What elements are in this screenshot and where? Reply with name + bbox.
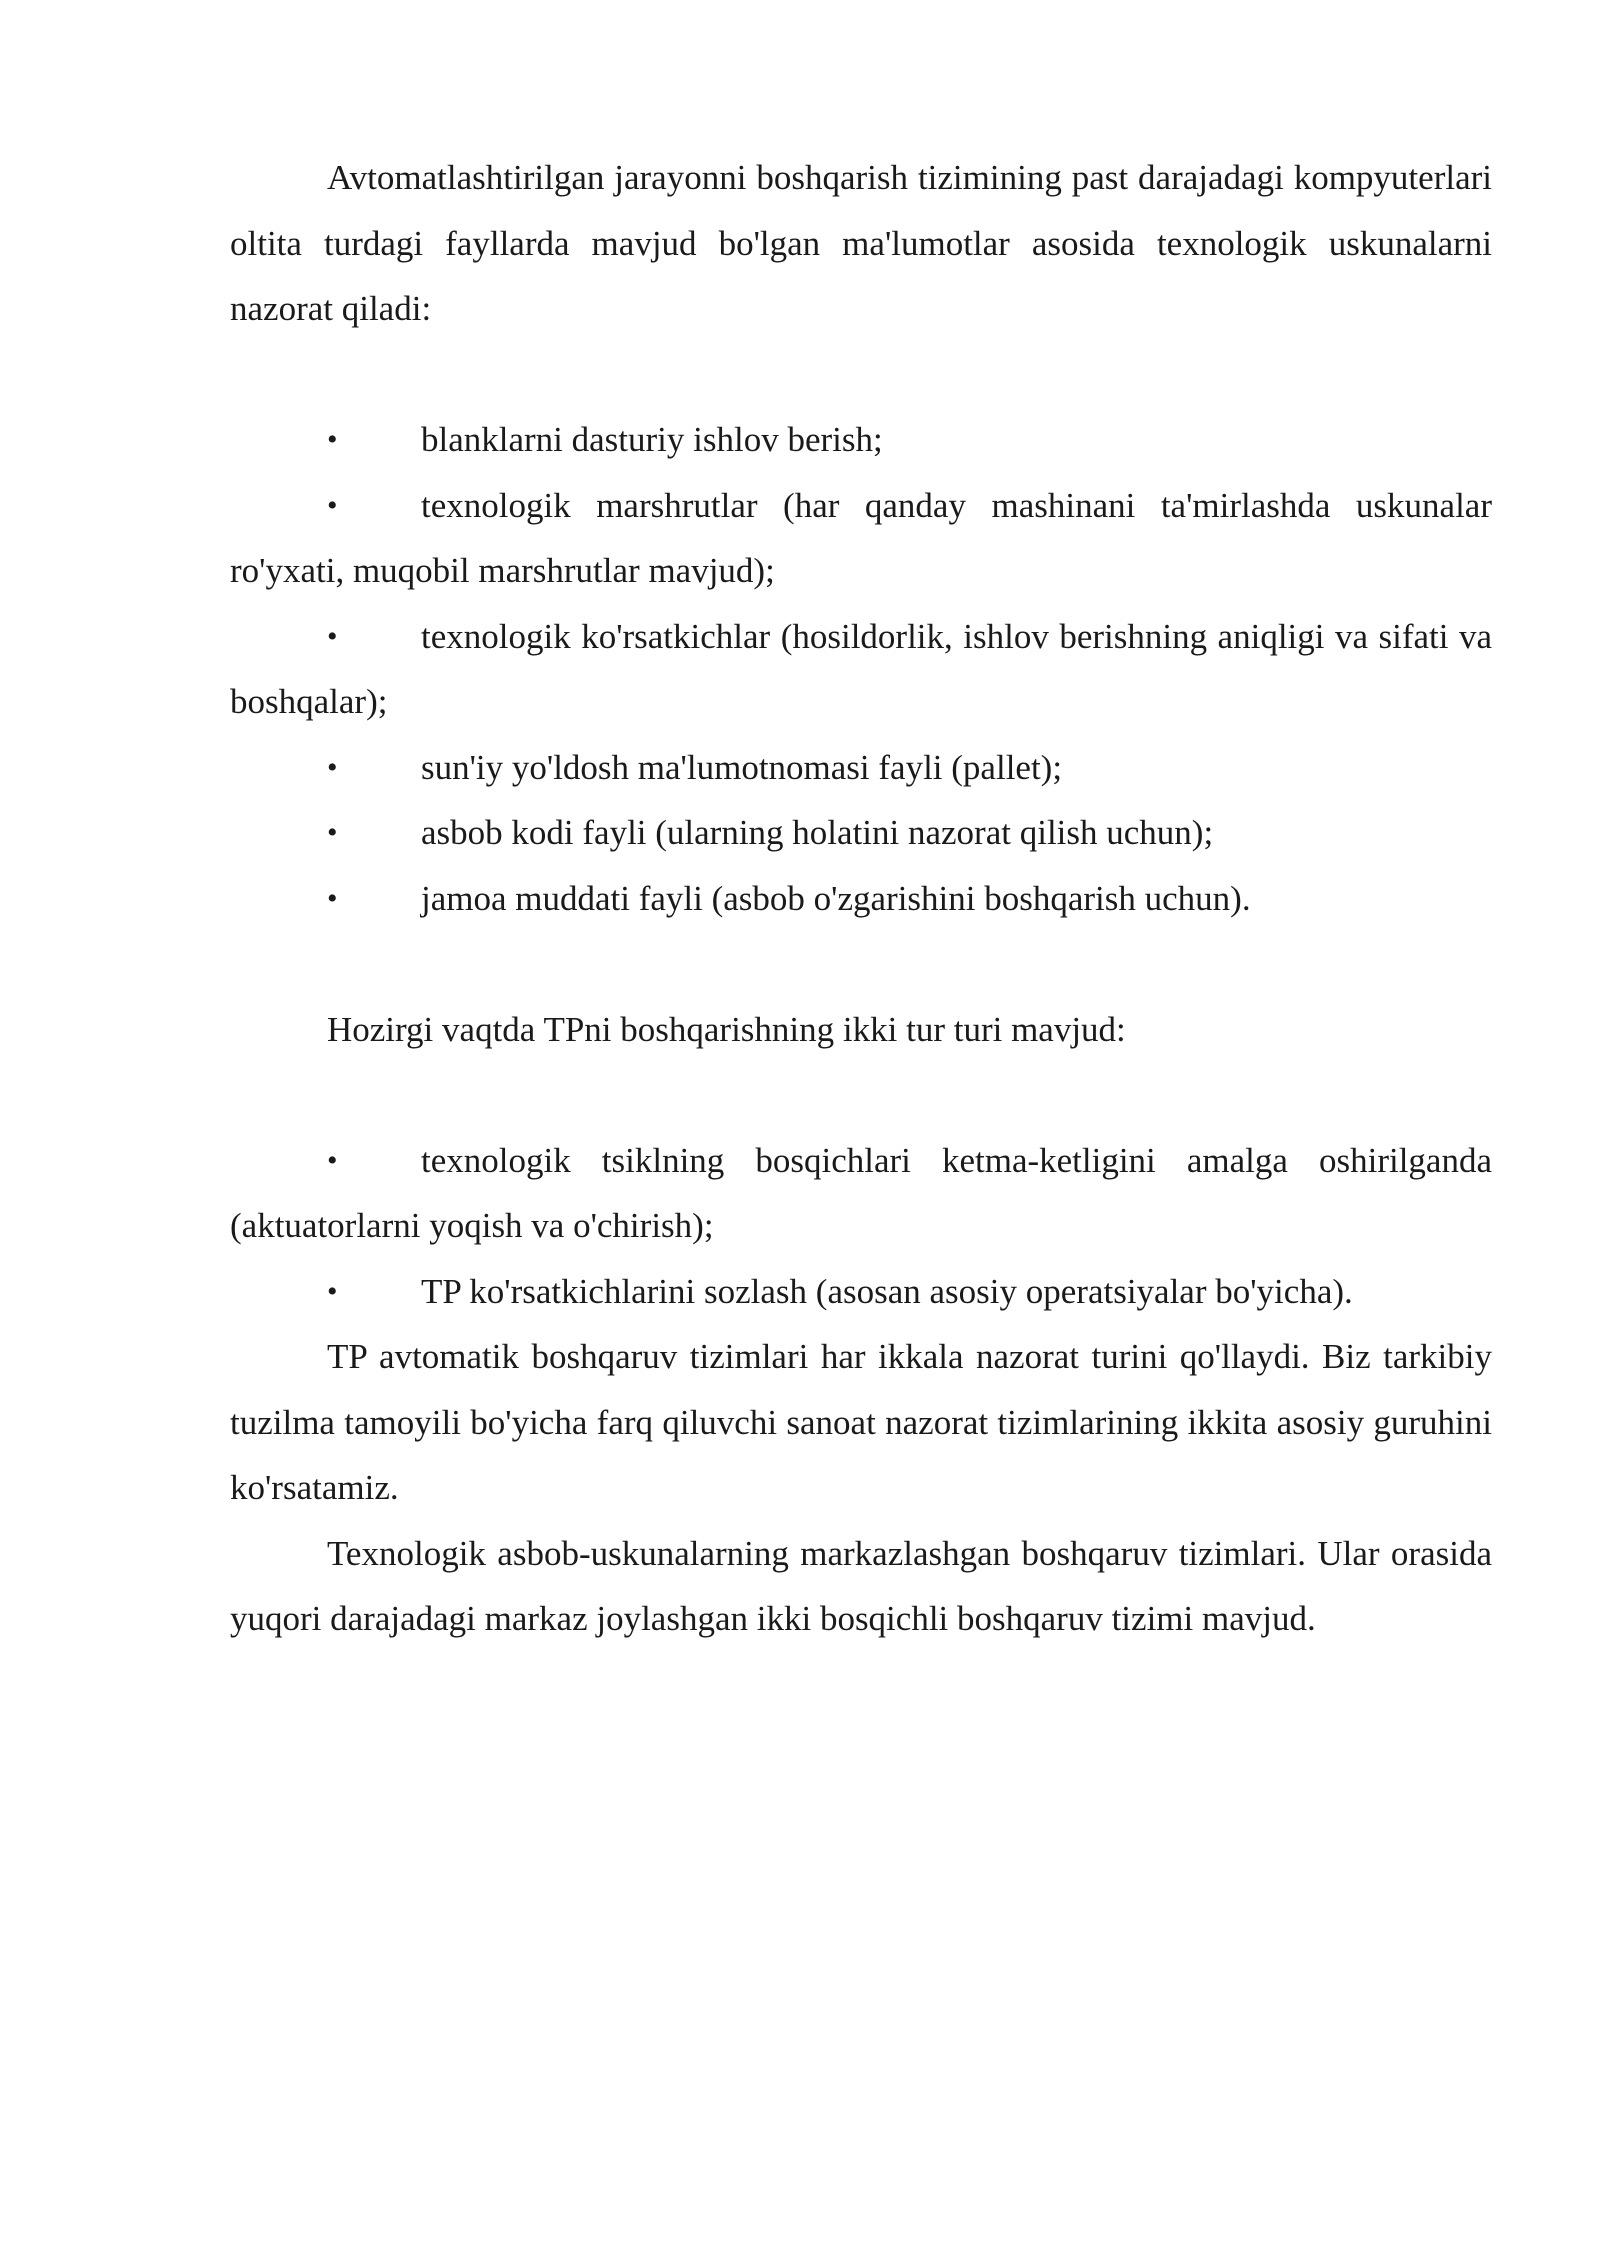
list-item-text: sun'iy yo'ldosh ma'lumotnomasi fayli (pallet); (421, 747, 1063, 787)
spacer (230, 931, 1492, 997)
list-item (230, 407, 1492, 473)
intro-paragraph: Avtomatlashtirilgan jarayonni boshqarish tizimining past darajadagi kompyuterlari oltita turdagi fayllarda mavjud bo'lgan ma'lumotlar asosida texnologik uskunalarni nazorat qiladi: (230, 158, 1492, 328)
list-item-text: TP ko'rsatkichlarini sozlash (asosan asosiy operatsiyalar bo'yicha). (421, 1271, 1353, 1311)
body-paragraph: TP avtomatik boshqaruv tizimlari har ikkala nazorat turini qo'llaydi. Biz tarkibiy tuzilma tamoyili bo'yicha farq qiluvchi sanoat nazorat tizimlarining ikkita asosiy guruhini ko'rsatamiz. (230, 1337, 1492, 1507)
bullet-icon: • (327, 423, 338, 456)
spacer (230, 342, 1492, 408)
bullet-icon: • (327, 619, 338, 653)
bullet-icon: • (327, 750, 338, 784)
bullet-icon: • (327, 488, 338, 522)
list-item-text: asbob kodi fayli (ularning holatini nazorat qilish uchun); (421, 813, 1214, 852)
bullet-icon: • (327, 816, 338, 849)
body-paragraph: Texnologik asbob-uskunalarning markazlashgan boshqaruv tizimlari. Ular orasida yuqori darajadagi markaz joylashgan ikki bosqichli boshqaruv tizimi mavjud. (230, 1533, 1492, 1638)
list-item (230, 604, 1492, 735)
list-item-text: texnologik tsiklning bosqichlari ketma-ketligini amalga oshirilganda (aktuatorlarni yoqish va o'chirish); (230, 1140, 1492, 1245)
list-item (230, 473, 1492, 604)
file-types-list (230, 407, 1492, 931)
list-item-text: texnologik ko'rsatkichlar (hosildorlik, ishlov berishning aniqligi va sifati va boshqalar); (230, 616, 1492, 721)
list-item (230, 735, 1492, 801)
control-types-list (230, 1128, 1492, 1325)
document-body (230, 145, 1492, 1652)
control-intro-paragraph: Hozirgi vaqtda TPni boshqarishning ikki tur turi mavjud: (327, 1009, 1126, 1049)
list-item (230, 800, 1492, 866)
bullet-icon: • (327, 1274, 338, 1308)
list-item-text: texnologik marshrutlar (har qanday mashinani ta'mirlashda uskunalar ro'yxati, muqobil marshrutlar mavjud); (230, 485, 1492, 590)
list-item (230, 866, 1492, 932)
bullet-icon: • (327, 881, 338, 915)
list-item (230, 1128, 1492, 1259)
list-item-text: jamoa muddati fayli (asbob o'zgarishini boshqarish uchun). (421, 878, 1251, 918)
spacer (230, 1062, 1492, 1128)
bullet-icon: • (327, 1143, 338, 1177)
list-item-text: blanklarni dasturiy ishlov berish; (421, 420, 883, 459)
list-item (230, 1259, 1492, 1325)
